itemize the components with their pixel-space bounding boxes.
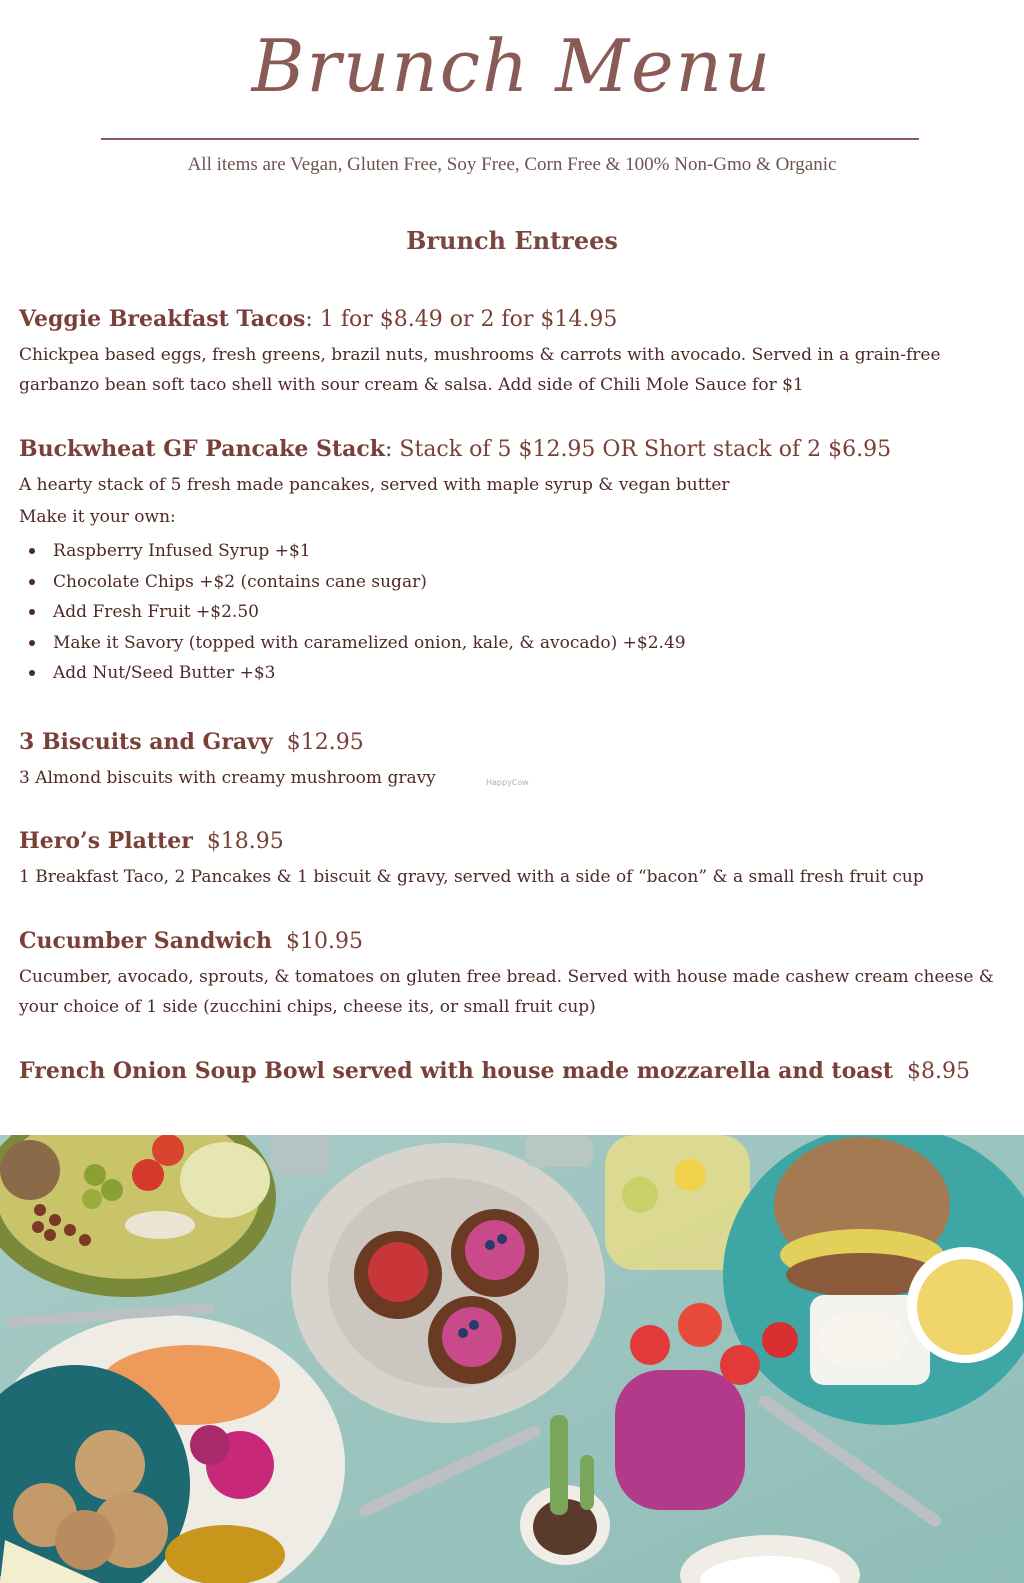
happycow-watermark: HappyCow <box>486 778 529 787</box>
item-description-cucumber-sandwich: Cucumber, avocado, sprouts, & tomatoes on gluten free bread. Served with house made cashew cream cheese & your choice of 1 side (zucchini chips, cheese its, or small fruit cup) <box>19 967 994 1017</box>
item-price: : 1 for $8.49 or 2 for $14.95 <box>305 307 618 332</box>
menu-subtitle: All items are Vegan, Gluten Free, Soy Free, Corn Free & 100% Non-Gmo & Organic <box>187 154 837 175</box>
item-title-pancake-stack <box>19 436 1014 462</box>
list-item <box>19 567 686 598</box>
make-it-your-own-label: Make it your own: <box>19 507 176 527</box>
list-item <box>19 628 686 659</box>
list-item <box>19 658 686 689</box>
bullet-icon <box>29 579 35 585</box>
item-price: $12.95 <box>272 730 364 755</box>
section-heading: Brunch Entrees <box>406 226 618 255</box>
item-price: : Stack of 5 $12.95 OR Short stack of 2 $6.95 <box>385 437 892 462</box>
addon-label: Chocolate Chips +$2 (contains cane sugar) <box>53 571 427 592</box>
addon-label: Make it Savory (topped with caramelized onion, kale, & avocado) +$2.49 <box>53 632 686 653</box>
addon-label: Raspberry Infused Syrup +$1 <box>53 541 311 561</box>
bullet-icon <box>29 548 35 554</box>
food-photo-illustration <box>0 1135 1024 1583</box>
item-title-heros-platter <box>19 828 1014 854</box>
item-title-cucumber-sandwich <box>19 928 1014 954</box>
item-name: Buckwheat GF Pancake Stack <box>19 436 385 462</box>
item-name: French Onion Soup Bowl served with house made mozzarella and toast <box>19 1058 894 1084</box>
item-description-veggie-tacos: Chickpea based eggs, fresh greens, brazil nuts, mushrooms & carrots with avocado. Served in a grain-free garbanzo bean soft taco shell with sour cream & salsa. Add side of Chili Mole Sauce for $1 <box>19 345 941 395</box>
item-title-veggie-tacos <box>19 306 1014 332</box>
item-name: Veggie Breakfast Tacos <box>19 306 306 332</box>
item-title-french-onion-soup <box>19 1058 1014 1084</box>
bullet-icon <box>29 640 35 646</box>
list-item <box>19 597 686 628</box>
item-price: $8.95 <box>893 1059 971 1084</box>
item-price: $18.95 <box>192 829 284 854</box>
item-description-heros-platter: 1 Breakfast Taco, 2 Pancakes & 1 biscuit & gravy, served with a side of “bacon” & a small fresh fruit cup <box>19 867 924 887</box>
item-name: Cucumber Sandwich <box>19 928 273 954</box>
item-description-biscuits-gravy: 3 Almond biscuits with creamy mushroom gravy <box>19 768 436 788</box>
item-name: 3 Biscuits and Gravy <box>19 729 273 755</box>
item-description-pancake-stack: A hearty stack of 5 fresh made pancakes, served with maple syrup & vegan butter <box>19 475 730 495</box>
bullet-icon <box>29 609 35 615</box>
bullet-icon <box>29 670 35 676</box>
list-item <box>19 536 686 567</box>
item-name: Hero’s Platter <box>19 828 193 854</box>
item-price: $10.95 <box>272 929 363 954</box>
title-divider <box>101 138 919 140</box>
addon-label: Add Nut/Seed Butter +$3 <box>53 663 276 683</box>
pancake-addons-list <box>19 536 686 689</box>
menu-title: Brunch Menu <box>251 24 773 108</box>
food-photo <box>0 1135 1024 1583</box>
item-title-biscuits-gravy <box>19 729 1014 755</box>
addon-label: Add Fresh Fruit +$2.50 <box>53 602 259 622</box>
